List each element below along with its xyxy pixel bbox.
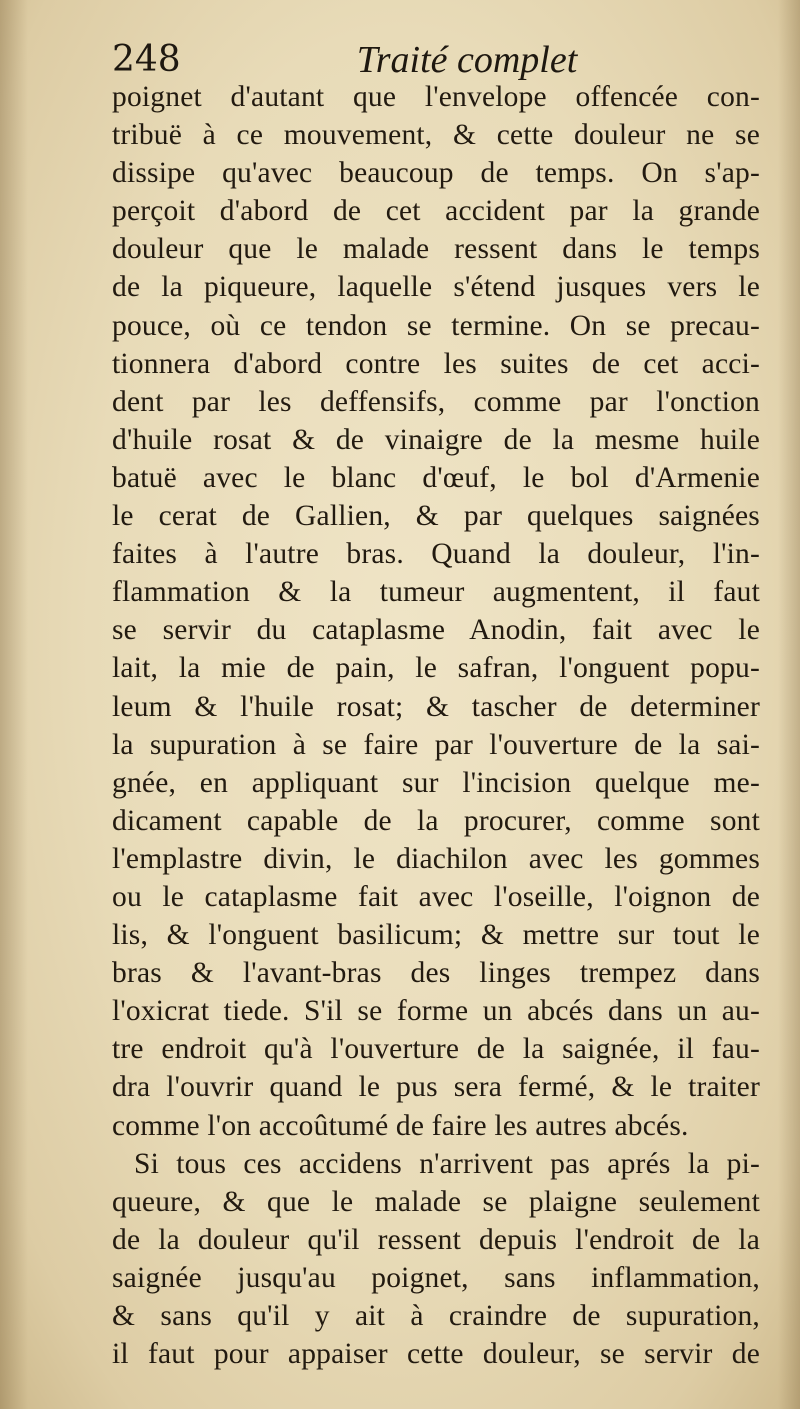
running-title: Traité complet xyxy=(356,39,578,81)
text-line: tribuë à ce mouvement, & cette douleur ne se xyxy=(112,119,760,152)
page-number: 248 xyxy=(112,39,181,80)
text-line: pouce, où ce tendon se termine. On se precau- xyxy=(112,309,760,342)
text-line: bras & l'avant-bras des linges trempez dans xyxy=(112,957,760,990)
text-line: faites à l'autre bras. Quand la douleur, l'in- xyxy=(112,538,760,571)
text-line: comme l'on accoûtumé de faire les autres abcés. xyxy=(112,1109,689,1142)
text-line: dicament capable de la procurer, comme sont xyxy=(112,804,760,837)
text-line: lait, la mie de pain, le safran, l'onguent popu- xyxy=(112,652,760,685)
text-line: & sans qu'il y ait à craindre de supuration, xyxy=(112,1300,760,1332)
text-line: la supuration à se faire par l'ouverture de la sai- xyxy=(112,728,760,761)
text-line: l'emplastre divin, le diachilon avec les gommes xyxy=(112,842,760,875)
text-line: se servir du cataplasme Anodin, fait avec le xyxy=(112,614,760,647)
text-line: tionnera d'abord contre les suites de cet acci- xyxy=(112,347,760,380)
text-line: leum & l'huile rosat; & tascher de determiner xyxy=(112,690,760,723)
text-line: queure, & que le malade se plaigne seulement xyxy=(112,1185,760,1218)
text-line: de la piqueure, laquelle s'étend jusques vers le xyxy=(112,271,760,304)
text-line: lis, & l'onguent basilicum; & mettre sur tout le xyxy=(112,919,760,952)
text-line: d'huile rosat & de vinaigre de la mesme huile xyxy=(112,423,760,456)
text-line: de la douleur qu'il ressent depuis l'endroit de la xyxy=(112,1223,760,1256)
paragraph-start-line: Si tous ces accidens n'arrivent pas aprés la pi- xyxy=(134,1147,760,1180)
text-line: dra l'ouvrir quand le pus sera fermé, & le traiter xyxy=(112,1071,760,1104)
text-line: ou le cataplasme fait avec l'oseille, l'oignon de xyxy=(112,880,760,913)
text-line: flammation & la tumeur augmentent, il faut xyxy=(112,576,760,609)
text-line: dent par les deffensifs, comme par l'onction xyxy=(112,385,760,418)
text-line: dissipe qu'avec beaucoup de temps. On s'ap- xyxy=(112,157,760,190)
text-line: batuë avec le blanc d'œuf, le bol d'Armenie xyxy=(112,461,760,494)
text-line: perçoit d'abord de cet accident par la grande xyxy=(112,195,760,228)
text-line: poignet d'autant que l'envelope offencée con- xyxy=(112,81,760,113)
text-line: saignée jusqu'au poignet, sans inflammation, xyxy=(112,1261,760,1294)
text-line: le cerat de Gallien, & par quelques saignées xyxy=(112,500,760,533)
body-text xyxy=(112,78,760,1373)
text-line: douleur que le malade ressent dans le temps xyxy=(112,233,760,266)
text-line: tre endroit qu'à l'ouverture de la saignée, il fau- xyxy=(112,1033,760,1066)
text-line: l'oxicrat tiede. S'il se forme un abcés dans un au- xyxy=(112,995,760,1028)
text-line: il faut pour appaiser cette douleur, se servir de xyxy=(112,1338,760,1371)
text-line: gnée, en appliquant sur l'incision quelque me- xyxy=(112,766,760,799)
